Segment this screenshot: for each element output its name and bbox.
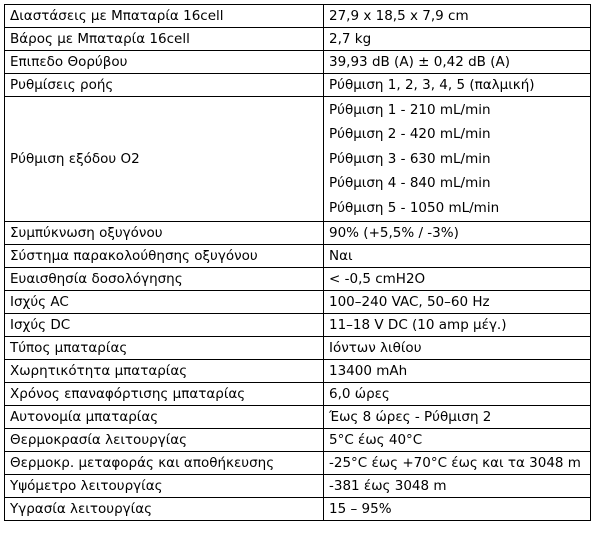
spec-value: -381 έως 3048 m <box>324 474 591 497</box>
table-row <box>5 290 591 313</box>
table-row <box>5 221 591 244</box>
table-row <box>5 405 591 428</box>
spec-value: 11–18 V DC (10 amp μέγ.) <box>324 313 591 336</box>
spec-value: -25°C έως +70°C έως και τα 3048 m <box>324 451 591 474</box>
spec-label: Αυτονομία μπαταρίας <box>5 405 324 428</box>
table-row <box>5 313 591 336</box>
spec-label: Σύστημα παρακολούθησης οξυγόνου <box>5 244 324 267</box>
spec-label: Ρυθμίσεις ροής <box>5 74 324 97</box>
table-row <box>5 97 591 222</box>
table-row <box>5 451 591 474</box>
spec-value: 6,0 ώρες <box>324 382 591 405</box>
spec-value: 27,9 x 18,5 x 7,9 cm <box>324 5 591 28</box>
spec-label: Ισχύς DC <box>5 313 324 336</box>
spec-value: Έως 8 ώρες - Ρύθμιση 2 <box>324 405 591 428</box>
spec-value: < -0,5 cmH2O <box>324 267 591 290</box>
spec-label: Χωρητικότητα μπαταρίας <box>5 359 324 382</box>
table-row <box>5 336 591 359</box>
flow-setting-value: Ρύθμιση 5 - 1050 mL/min <box>329 199 500 216</box>
flow-setting-value: Ρύθμιση 4 - 840 mL/min <box>329 175 491 192</box>
spec-label: Χρόνος επαναφόρτισης μπαταρίας <box>5 382 324 405</box>
spec-label: Ευαισθησία δοσολόγησης <box>5 267 324 290</box>
spec-value: 13400 mAh <box>324 359 591 382</box>
spec-table <box>4 4 591 521</box>
spec-value: 39,93 dB (A) ± 0,42 dB (A) <box>324 51 591 74</box>
table-row <box>5 428 591 451</box>
spec-value: 90% (+5,5% / -3%) <box>324 221 591 244</box>
spec-label: Ρύθμιση εξόδου Ο2 <box>5 97 324 222</box>
spec-value: Ναι <box>324 244 591 267</box>
spec-label: Υψόμετρο λειτουργίας <box>5 474 324 497</box>
flow-setting-value: Ρύθμιση 2 - 420 mL/min <box>329 126 491 143</box>
spec-label: Συμπύκνωση οξυγόνου <box>5 221 324 244</box>
spec-label: Επιπεδο Θορύβου <box>5 51 324 74</box>
table-row <box>5 267 591 290</box>
table-row <box>5 74 591 97</box>
table-row <box>5 244 591 267</box>
spec-value: 100–240 VAC, 50–60 Hz <box>324 290 591 313</box>
spec-value: Ρύθμιση 1, 2, 3, 4, 5 (παλμική) <box>324 74 591 97</box>
table-row <box>5 359 591 382</box>
table-row <box>5 28 591 51</box>
spec-value: 5°C έως 40°C <box>324 428 591 451</box>
spec-value: 2,7 kg <box>324 28 591 51</box>
table-row <box>5 5 591 28</box>
spec-label: Τύπος μπαταρίας <box>5 336 324 359</box>
spec-label: Ισχύς AC <box>5 290 324 313</box>
table-row <box>5 51 591 74</box>
table-row <box>5 474 591 497</box>
spec-label: Υγρασία λειτουργίας <box>5 497 324 520</box>
flow-setting-value: Ρύθμιση 1 - 210 mL/min <box>329 102 491 118</box>
spec-value: 15 – 95% <box>324 497 591 520</box>
spec-value: Ιόντων λιθίου <box>324 336 591 359</box>
spec-value-list <box>324 97 591 222</box>
spec-label: Βάρος με Μπαταρία 16cell <box>5 28 324 51</box>
table-row <box>5 382 591 405</box>
spec-label: Θερμοκρασία λειτουργίας <box>5 428 324 451</box>
flow-setting-value: Ρύθμιση 3 - 630 mL/min <box>329 150 491 167</box>
spec-label: Διαστάσεις με Μπαταρία 16cell <box>5 5 324 28</box>
table-row <box>5 497 591 520</box>
spec-label: Θερμοκρ. μεταφοράς και αποθήκευσης <box>5 451 324 474</box>
